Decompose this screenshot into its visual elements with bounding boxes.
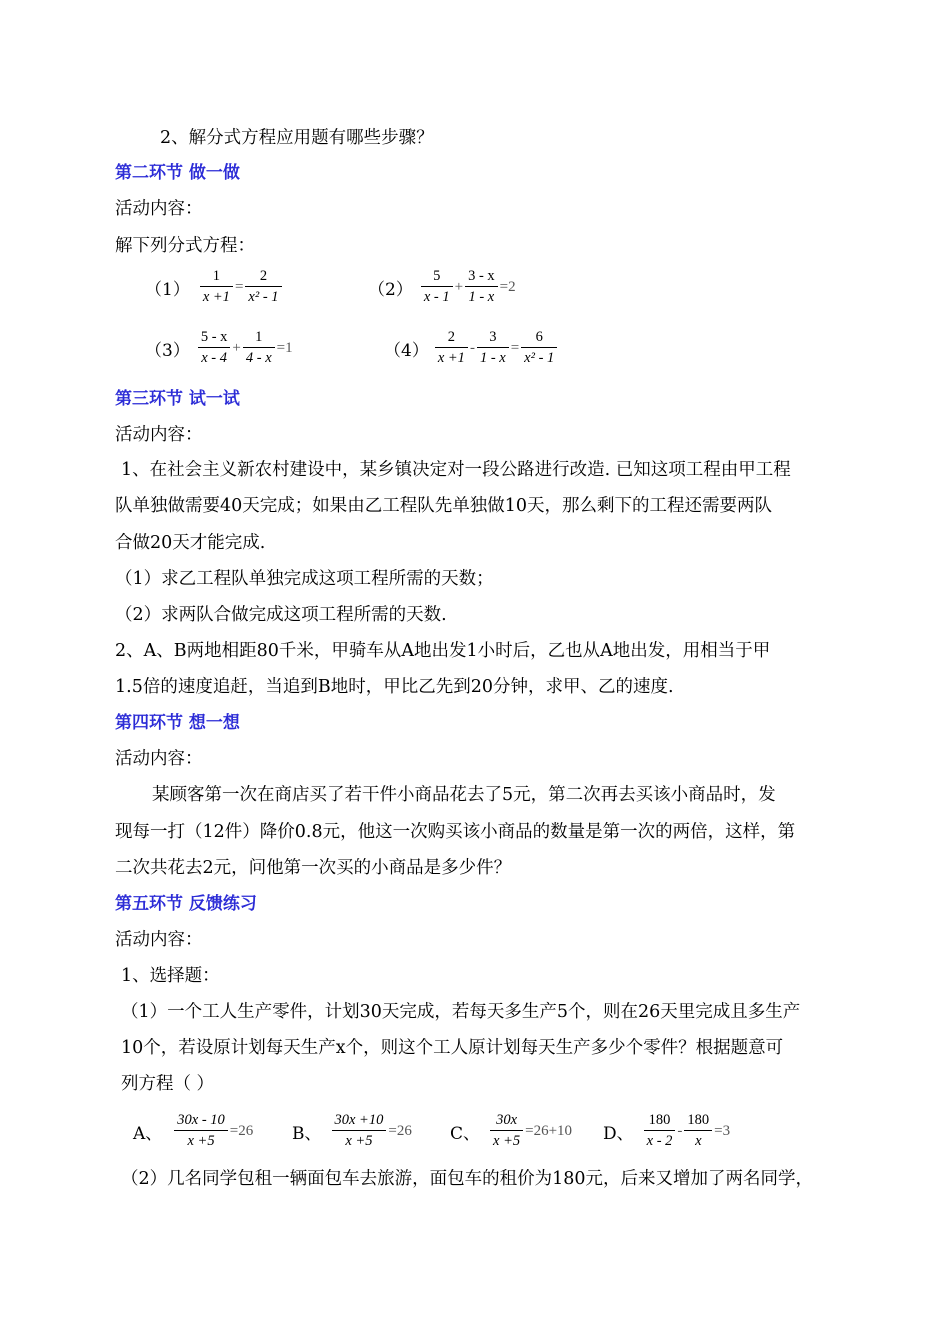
fraction-denominator: x +1 — [202, 289, 230, 305]
equals-sign: = — [510, 339, 520, 356]
section-2-activity-label: 活动内容： — [115, 199, 203, 219]
equation-1-label: （1） — [145, 279, 190, 300]
fraction-numerator: 1 — [200, 268, 233, 287]
option-a — [133, 1112, 253, 1150]
equation-1-right-fraction — [245, 268, 281, 306]
section-4-line-1: 某顾客第一次在商店买了若干件小商品花去了5元，第二次再去买该小商品时，发 — [152, 785, 776, 805]
equation-4-fraction-b — [477, 329, 509, 367]
problem-1-question-1: （1）求乙工程队单独完成这项工程所需的天数； — [115, 569, 494, 589]
equation-3-fraction-b — [243, 329, 275, 367]
equation-2-label: （2） — [368, 279, 413, 300]
equation-2-fraction-a — [421, 268, 453, 306]
fraction-denominator: x +1 — [437, 350, 465, 366]
option-c-fraction — [490, 1112, 523, 1150]
fraction-numerator: 5 — [421, 268, 453, 287]
fraction-numerator: 5 - x — [198, 329, 231, 348]
option-b-rhs: =26 — [388, 1122, 412, 1139]
plus-sign: + — [454, 278, 464, 295]
option-c-label: C、 — [450, 1123, 481, 1144]
equation-1 — [145, 268, 284, 306]
choice-subheading: 1、选择题： — [121, 966, 220, 986]
fraction-denominator: x - 4 — [201, 350, 227, 366]
problem-2-line-1: 2、A、B两地相距80千米，甲骑车从A地出发1小时后，乙也从A地出发，用相当于甲 — [115, 641, 771, 661]
section-4-heading: 第四环节 想一想 — [115, 713, 240, 733]
minus-sign: - — [469, 339, 475, 356]
fraction-numerator: 180 — [644, 1112, 676, 1131]
problem-2-line-2: 1.5倍的速度追赶，当追到B地时，甲比乙先到20分钟，求甲、乙的速度. — [115, 677, 674, 697]
fraction-denominator: 1 - x — [479, 350, 506, 366]
equation-2-rhs: =2 — [499, 278, 516, 295]
option-d-fraction-a — [644, 1112, 676, 1150]
equation-3-rhs: =1 — [276, 339, 293, 356]
problem-1-line-1: 1、在社会主义新农村建设中，某乡镇决定对一段公路进行改造. 已知这项工程由甲工程 — [121, 460, 791, 480]
choice-question-2-line-1: （2）几名同学包租一辆面包车去旅游，面包车的租价为180元，后来又增加了两名同学， — [121, 1169, 814, 1189]
fraction-denominator: x² - 1 — [524, 350, 555, 366]
fraction-numerator: 30x — [490, 1112, 523, 1131]
option-a-fraction — [174, 1112, 228, 1150]
equals-sign: = — [234, 278, 244, 295]
option-c-rhs: =26+10 — [525, 1122, 573, 1139]
equation-4 — [384, 329, 559, 367]
section-3-heading: 第三环节 试一试 — [115, 389, 240, 409]
option-d-fraction-b — [684, 1112, 712, 1150]
option-b-label: B、 — [292, 1123, 322, 1144]
section-3-activity-label: 活动内容： — [115, 425, 203, 445]
option-d-rhs: =3 — [714, 1122, 731, 1139]
option-c — [450, 1112, 572, 1150]
problem-1-line-2: 队单独做需要40天完成；如果由乙工程队先单独做10天，那么剩下的工程还需要两队 — [115, 496, 773, 516]
fraction-denominator: x +5 — [187, 1133, 215, 1149]
section-5-activity-label: 活动内容： — [115, 930, 203, 950]
equation-4-label: （4） — [384, 340, 429, 361]
option-a-label: A、 — [133, 1123, 163, 1144]
fraction-denominator: x - 1 — [423, 289, 450, 305]
fraction-numerator: 3 — [477, 329, 509, 348]
problem-1-question-2: （2）求两队合做完成这项工程所需的天数. — [115, 605, 447, 625]
section-5-heading: 第五环节 反馈练习 — [115, 894, 257, 914]
section-4-line-3: 二次共花去2元，问他第一次买的小商品是多少件？ — [115, 858, 512, 878]
choice-question-1-line-3: 列方程（ ） — [121, 1074, 215, 1094]
option-d — [603, 1112, 730, 1150]
choice-question-1-line-2: 10个，若设原计划每天生产x个，则这个工人原计划每天生产多少个零件？根据题意可 — [121, 1038, 784, 1058]
fraction-denominator: x — [695, 1133, 702, 1149]
fraction-numerator: 1 — [243, 329, 275, 348]
fraction-denominator: 4 - x — [245, 350, 272, 366]
intro-question: 2、解分式方程应用题有哪些步骤？ — [160, 128, 434, 148]
fraction-numerator: 30x - 10 — [174, 1112, 228, 1131]
fraction-denominator: x +5 — [493, 1133, 521, 1149]
equation-4-fraction-a — [435, 329, 468, 367]
section-2-task: 解下列分式方程： — [115, 236, 255, 256]
section-4-activity-label: 活动内容： — [115, 749, 203, 769]
fraction-denominator: x - 2 — [646, 1133, 673, 1149]
equation-3-fraction-a — [198, 329, 231, 367]
fraction-numerator: 2 — [245, 268, 281, 287]
option-b-fraction — [332, 1112, 387, 1150]
fraction-numerator: 180 — [684, 1112, 712, 1131]
fraction-numerator: 2 — [435, 329, 468, 348]
plus-sign: + — [232, 339, 241, 356]
equation-3-label: （3） — [145, 340, 190, 361]
fraction-numerator: 6 — [521, 329, 557, 348]
minus-sign: - — [677, 1122, 683, 1139]
section-2-heading: 第二环节 做一做 — [115, 163, 240, 183]
equation-2-fraction-b — [465, 268, 498, 306]
choice-question-1-line-1: （1）一个工人生产零件，计划30天完成，若每天多生产5个，则在26天里完成且多生产 — [121, 1002, 801, 1022]
option-a-rhs: =26 — [229, 1122, 254, 1139]
fraction-denominator: x +5 — [345, 1133, 373, 1149]
fraction-denominator: x² - 1 — [248, 289, 279, 305]
problem-1-line-3: 合做20天才能完成. — [115, 533, 266, 553]
equation-1-left-fraction — [200, 268, 233, 306]
equation-3 — [145, 329, 293, 367]
fraction-numerator: 30x +10 — [332, 1112, 387, 1131]
equation-2 — [368, 268, 516, 306]
fraction-numerator: 3 - x — [465, 268, 498, 287]
option-b — [292, 1112, 412, 1150]
option-d-label: D、 — [603, 1123, 634, 1144]
equation-4-fraction-c — [521, 329, 557, 367]
fraction-denominator: 1 - x — [468, 289, 495, 305]
section-4-line-2: 现每一打（12件）降价0.8元，他这一次购买该小商品的数量是第一次的两倍，这样，第 — [115, 822, 796, 842]
